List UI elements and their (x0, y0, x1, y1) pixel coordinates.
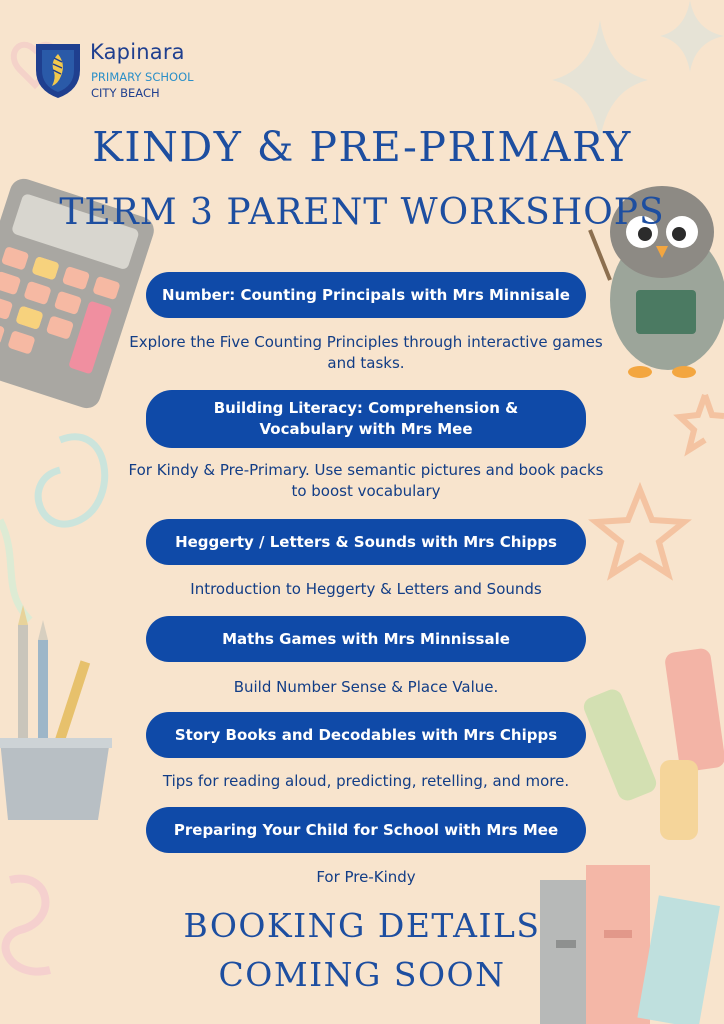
workshop-title: Story Books and Decodables with Mrs Chipps (146, 712, 586, 758)
workshop-description: Explore the Five Counting Principles through interactive games and tasks. (129, 333, 603, 372)
workshop-description: For Kindy & Pre-Primary. Use semantic pictures and book packs to boost vocabulary (128, 461, 604, 500)
workshop-description: For Pre-Kindy (316, 868, 416, 886)
workshop-description: Build Number Sense & Place Value. (233, 678, 499, 696)
workshop-title: Building Literacy: Comprehension & Vocabulary with Mrs Mee (146, 390, 586, 448)
workshop-title: Number: Counting Principals with Mrs Minnisale (146, 272, 586, 318)
school-name: Kapinara (90, 40, 185, 64)
school-crest-icon (34, 38, 82, 100)
page-title: KINDY & PRE-PRIMARY (92, 123, 632, 171)
workshop-title: Heggerty / Letters & Sounds with Mrs Chipps (146, 519, 586, 565)
workshop-description: Tips for reading aloud, predicting, retelling, and more. (162, 772, 570, 790)
sparkle-icon (552, 20, 648, 140)
school-location: CITY BEACH (91, 86, 160, 100)
star-outline-icon (680, 395, 724, 450)
booking-heading: BOOKING DETAILS (183, 906, 541, 945)
workshop-description: Introduction to Heggerty & Letters and Sounds (190, 580, 542, 598)
workshop-title: Preparing Your Child for School with Mrs Mee (146, 807, 586, 853)
star-outline-icon (596, 490, 684, 574)
workshop-title: Maths Games with Mrs Minnissale (146, 616, 586, 662)
school-logo (34, 38, 234, 108)
booking-status: COMING SOON (218, 955, 506, 994)
page-subtitle: TERM 3 PARENT WORKSHOPS (59, 192, 665, 233)
school-type: PRIMARY SCHOOL (91, 70, 194, 84)
pencil-cup-illustration (0, 605, 112, 820)
sparkle-icon (660, 0, 724, 72)
